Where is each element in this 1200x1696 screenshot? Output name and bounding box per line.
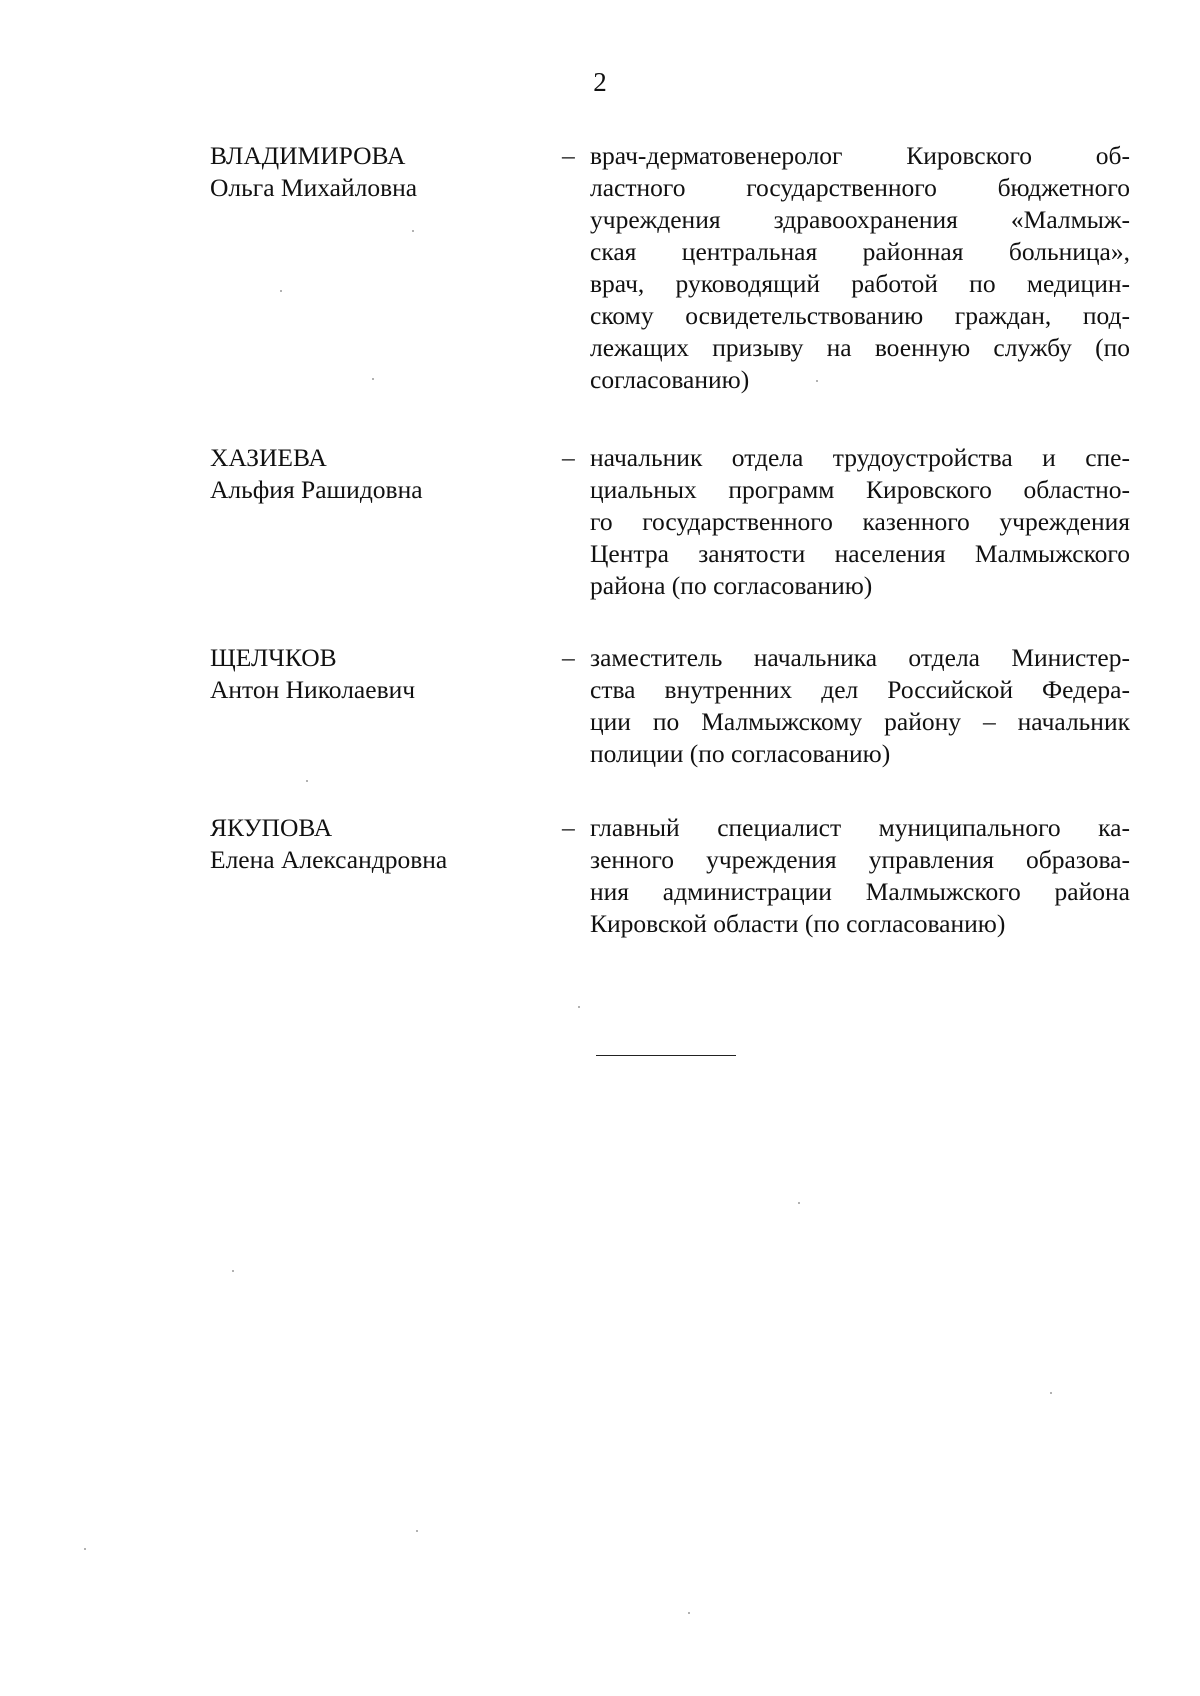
member-surname: ЯКУПОВА bbox=[210, 813, 333, 842]
position-line: зенного учреждения управления образова- bbox=[590, 845, 1130, 874]
scan-speck bbox=[280, 290, 282, 292]
scan-speck bbox=[816, 380, 818, 382]
scan-speck bbox=[416, 1530, 418, 1532]
position-line: лежащих призыву на военную службу (по bbox=[590, 333, 1130, 362]
dash-separator: – bbox=[562, 141, 575, 170]
position-line: Центра занятости населения Малмыжского bbox=[590, 539, 1130, 568]
position-line: го государственного казенного учреждения bbox=[590, 507, 1130, 536]
position-line: ции по Малмыжскому району – начальник bbox=[590, 707, 1130, 736]
member-position bbox=[590, 642, 1130, 770]
member-name bbox=[210, 140, 540, 204]
position-line: района (по согласованию) bbox=[590, 571, 873, 600]
scan-speck bbox=[84, 1548, 86, 1550]
member-position bbox=[590, 812, 1130, 940]
member-given-names: Елена Александровна bbox=[210, 845, 448, 874]
member-name bbox=[210, 442, 540, 506]
member-surname: ХАЗИЕВА bbox=[210, 443, 327, 472]
position-line: заместитель начальника отдела Министер- bbox=[590, 643, 1130, 672]
member-surname: ЩЕЛЧКОВ bbox=[210, 643, 337, 672]
scan-speck bbox=[1050, 1392, 1052, 1394]
position-line: Кировской области (по согласованию) bbox=[590, 909, 1006, 938]
scan-speck bbox=[306, 780, 308, 782]
scan-speck bbox=[578, 1006, 580, 1008]
member-given-names: Альфия Рашидовна bbox=[210, 475, 423, 504]
dash-separator: – bbox=[562, 443, 575, 472]
position-line: начальник отдела трудоустройства и спе- bbox=[590, 443, 1130, 472]
position-line: врач-дерматовенеролог Кировского об- bbox=[590, 141, 1130, 170]
position-line: циальных программ Кировского областно- bbox=[590, 475, 1130, 504]
member-position bbox=[590, 442, 1130, 602]
scan-speck bbox=[412, 230, 414, 232]
position-line: врач, руководящий работой по медицин- bbox=[590, 269, 1130, 298]
end-divider bbox=[596, 1055, 736, 1056]
scan-speck bbox=[688, 1612, 690, 1614]
position-line: скому освидетельствованию граждан, под- bbox=[590, 301, 1130, 330]
member-name bbox=[210, 642, 540, 706]
page-number: 2 bbox=[593, 67, 607, 97]
position-line: согласованию) bbox=[590, 365, 750, 394]
member-given-names: Ольга Михайловна bbox=[210, 173, 418, 202]
scan-speck bbox=[372, 378, 374, 380]
position-line: ния администрации Малмыжского района bbox=[590, 877, 1130, 906]
member-given-names: Антон Николаевич bbox=[210, 675, 416, 704]
position-line: ства внутренних дел Российской Федера- bbox=[590, 675, 1130, 704]
position-line: главный специалист муниципального ка- bbox=[590, 813, 1130, 842]
scan-speck bbox=[798, 1202, 800, 1204]
position-line: полиции (по согласованию) bbox=[590, 739, 891, 768]
dash-separator: – bbox=[562, 643, 575, 672]
position-line: учреждения здравоохранения «Малмыж- bbox=[590, 205, 1130, 234]
dash-separator: – bbox=[562, 813, 575, 842]
member-name bbox=[210, 812, 540, 876]
position-line: ская центральная районная больница», bbox=[590, 237, 1130, 266]
scan-speck bbox=[232, 1270, 234, 1272]
position-line: ластного государственного бюджетного bbox=[590, 173, 1130, 202]
member-surname: ВЛАДИМИРОВА bbox=[210, 141, 406, 170]
member-position bbox=[590, 140, 1130, 396]
